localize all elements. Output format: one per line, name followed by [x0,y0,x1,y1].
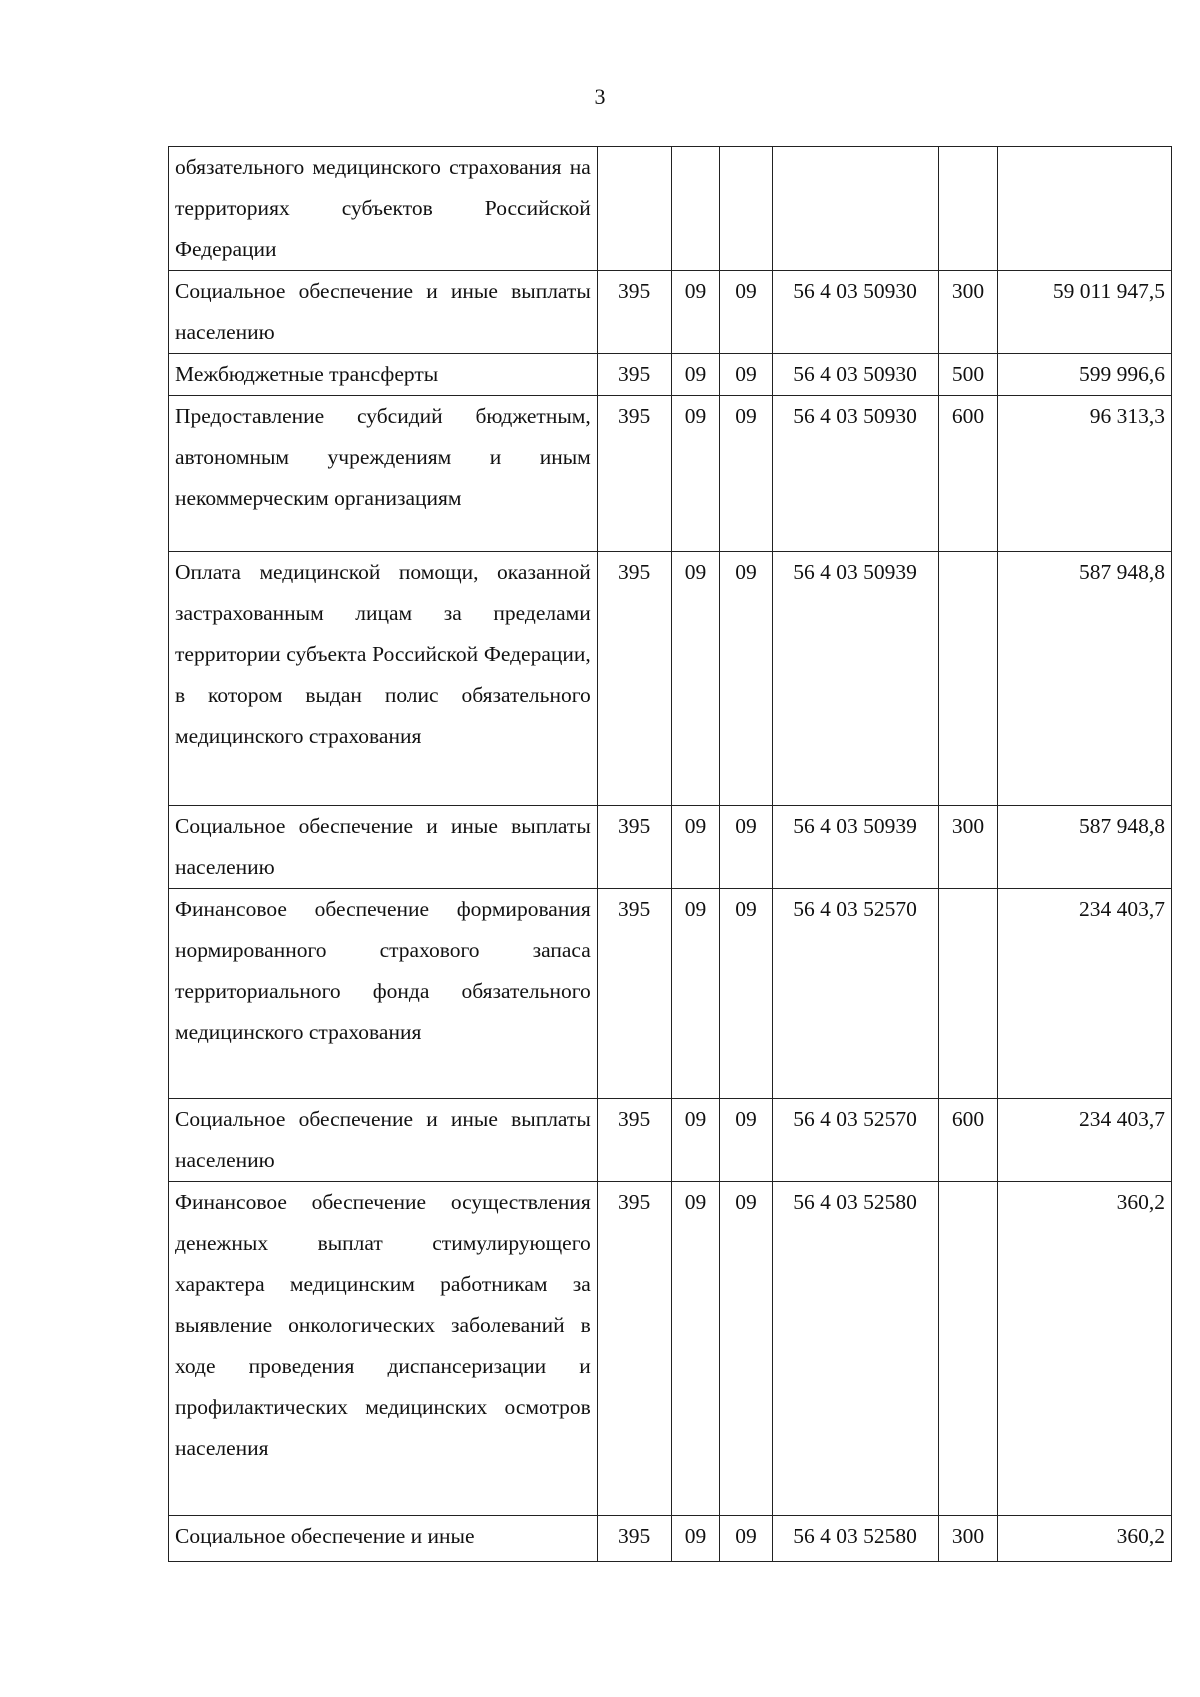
section-code [671,147,720,271]
grbs-code: 395 [597,396,671,552]
amount: 96 313,3 [998,396,1172,552]
section-code: 09 [671,806,720,889]
subsection-code: 09 [720,889,772,1099]
section-code: 09 [671,354,720,396]
expense-type-code: 300 [938,271,998,354]
row-description: Социальное обеспечение и иные [169,1516,598,1562]
expense-type-code [938,552,998,806]
expense-type-code [938,889,998,1099]
grbs-code: 395 [597,1099,671,1182]
target-article-code: 56 4 03 50939 [772,552,938,806]
target-article-code: 56 4 03 52580 [772,1182,938,1516]
row-description: Межбюджетные трансферты [169,354,598,396]
section-code: 09 [671,1099,720,1182]
row-description: Социальное обеспечение и иные выплаты населению [169,806,598,889]
target-article-code: 56 4 03 50939 [772,806,938,889]
expense-type-code: 600 [938,1099,998,1182]
expense-type-code: 600 [938,396,998,552]
target-article-code: 56 4 03 50930 [772,396,938,552]
expense-type-code [938,1182,998,1516]
grbs-code: 395 [597,552,671,806]
subsection-code: 09 [720,1099,772,1182]
row-description: Социальное обеспечение и иные выплаты населению [169,1099,598,1182]
target-article-code: 56 4 03 52570 [772,1099,938,1182]
row-description: Финансовое обеспечение осуществления денежных выплат стимулирующего характера медицинским работникам за выявление онкологических заболеваний в ходе проведения диспансеризации и профилактических медицинских осмотров населения [169,1182,598,1516]
expense-type-code: 500 [938,354,998,396]
section-code: 09 [671,271,720,354]
amount: 360,2 [998,1182,1172,1516]
amount: 587 948,8 [998,552,1172,806]
table-row [169,1099,1172,1182]
target-article-code: 56 4 03 52580 [772,1516,938,1562]
table-row [169,396,1172,552]
budget-table [168,146,1172,1562]
grbs-code: 395 [597,1516,671,1562]
grbs-code: 395 [597,1182,671,1516]
table-row [169,271,1172,354]
amount: 360,2 [998,1516,1172,1562]
row-description: Предоставление субсидий бюджетным, автономным учреждениям и иным некоммерческим организациям [169,396,598,552]
table-row [169,147,1172,271]
table-row [169,889,1172,1099]
grbs-code: 395 [597,806,671,889]
table-row [169,552,1172,806]
grbs-code [597,147,671,271]
section-code: 09 [671,889,720,1099]
subsection-code [720,147,772,271]
table-row [169,1516,1172,1562]
expense-type-code: 300 [938,806,998,889]
amount: 59 011 947,5 [998,271,1172,354]
subsection-code: 09 [720,354,772,396]
section-code: 09 [671,1182,720,1516]
amount: 587 948,8 [998,806,1172,889]
grbs-code: 395 [597,271,671,354]
grbs-code: 395 [597,354,671,396]
section-code: 09 [671,552,720,806]
section-code: 09 [671,396,720,552]
subsection-code: 09 [720,806,772,889]
row-description: Оплата медицинской помощи, оказанной застрахованным лицам за пределами территории субъекта Российской Федерации, в котором выдан полис обязательного медицинского страхования [169,552,598,806]
expense-type-code [938,147,998,271]
amount: 234 403,7 [998,1099,1172,1182]
subsection-code: 09 [720,1182,772,1516]
amount: 234 403,7 [998,889,1172,1099]
section-code: 09 [671,1516,720,1562]
amount [998,147,1172,271]
expense-type-code: 300 [938,1516,998,1562]
amount: 599 996,6 [998,354,1172,396]
target-article-code: 56 4 03 50930 [772,354,938,396]
row-description: Финансовое обеспечение формирования нормированного страхового запаса территориального фонда обязательного медицинского страхования [169,889,598,1099]
row-description: Социальное обеспечение и иные выплаты населению [169,271,598,354]
grbs-code: 395 [597,889,671,1099]
subsection-code: 09 [720,271,772,354]
target-article-code: 56 4 03 52570 [772,889,938,1099]
table-row [169,1182,1172,1516]
table-row [169,354,1172,396]
subsection-code: 09 [720,1516,772,1562]
subsection-code: 09 [720,552,772,806]
target-article-code [772,147,938,271]
subsection-code: 09 [720,396,772,552]
table-row [169,806,1172,889]
page-number: 3 [594,84,606,109]
target-article-code: 56 4 03 50930 [772,271,938,354]
row-description: обязательного медицинского страхования на территориях субъектов Российской Федерации [169,147,598,271]
